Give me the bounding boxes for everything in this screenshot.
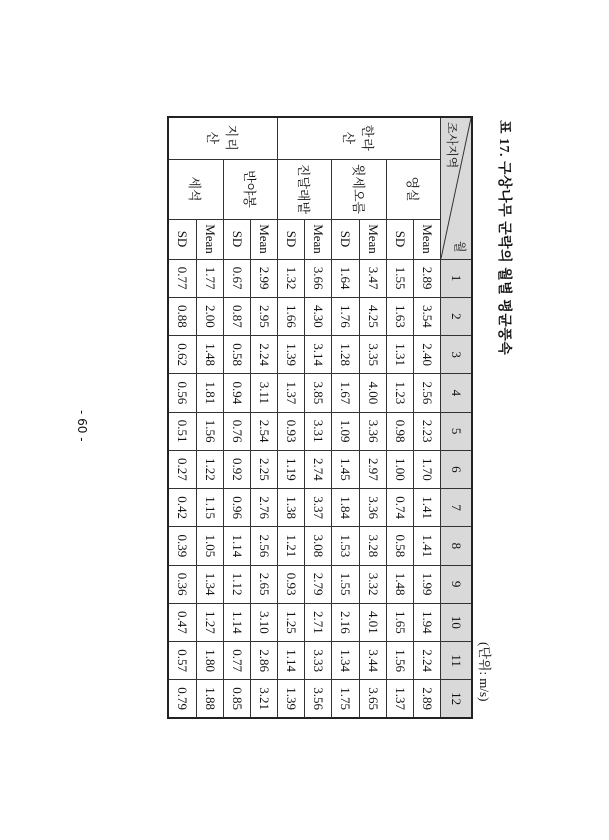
value-cell: 3.08 <box>305 527 332 565</box>
page-number: - 60 - <box>75 410 89 442</box>
month-header: 5 <box>441 412 473 450</box>
value-cell: 1.23 <box>386 374 413 412</box>
value-cell: 1.70 <box>413 450 440 488</box>
site-cell: 진달래밭 <box>278 159 332 219</box>
value-cell: 3.36 <box>359 412 386 450</box>
value-cell: 1.14 <box>223 527 250 565</box>
value-cell: 1.56 <box>196 412 223 450</box>
value-cell: 3.36 <box>359 489 386 527</box>
value-cell: 0.56 <box>168 374 196 412</box>
value-cell: 3.35 <box>359 336 386 374</box>
value-cell: 2.99 <box>250 259 277 297</box>
value-cell: 1.34 <box>332 642 359 680</box>
value-cell: 1.39 <box>278 680 305 718</box>
value-cell: 1.34 <box>196 565 223 603</box>
table-row <box>413 117 440 718</box>
value-cell: 2.95 <box>250 297 277 335</box>
value-cell: 1.05 <box>196 527 223 565</box>
value-cell: 3.37 <box>305 489 332 527</box>
value-cell: 0.36 <box>168 565 196 603</box>
value-cell: 2.71 <box>305 603 332 641</box>
value-cell: 2.89 <box>413 259 440 297</box>
value-cell: 3.33 <box>305 642 332 680</box>
stat-cell: SD <box>332 219 359 259</box>
value-cell: 1.75 <box>332 680 359 718</box>
table-row <box>196 117 223 718</box>
value-cell: 3.47 <box>359 259 386 297</box>
value-cell: 3.56 <box>305 680 332 718</box>
value-cell: 1.14 <box>278 642 305 680</box>
region-cell: 지리산 <box>168 117 278 159</box>
value-cell: 1.32 <box>278 259 305 297</box>
table-caption: 표 17. 구상나무 군락의 월별 평균풍속 <box>496 120 511 356</box>
month-header: 4 <box>441 374 473 412</box>
value-cell: 1.21 <box>278 527 305 565</box>
value-cell: 3.66 <box>305 259 332 297</box>
value-cell: 1.88 <box>196 680 223 718</box>
value-cell: 2.74 <box>305 450 332 488</box>
stat-cell: SD <box>386 219 413 259</box>
month-header: 7 <box>441 489 473 527</box>
site-cell: 세석 <box>168 159 223 219</box>
corner-month-label: 월 <box>453 240 467 253</box>
value-cell: 1.45 <box>332 450 359 488</box>
site-cell: 윗세오름 <box>332 159 386 219</box>
value-cell: 1.41 <box>413 489 440 527</box>
value-cell: 2.89 <box>413 680 440 718</box>
value-cell: 1.09 <box>332 412 359 450</box>
value-cell: 3.54 <box>413 297 440 335</box>
value-cell: 1.76 <box>332 297 359 335</box>
value-cell: 0.39 <box>168 527 196 565</box>
value-cell: 0.92 <box>223 450 250 488</box>
stat-cell: Mean <box>250 219 277 259</box>
value-cell: 2.65 <box>250 565 277 603</box>
value-cell: 1.41 <box>413 527 440 565</box>
value-cell: 0.87 <box>223 297 250 335</box>
value-cell: 0.94 <box>223 374 250 412</box>
month-header: 12 <box>441 680 473 718</box>
value-cell: 4.00 <box>359 374 386 412</box>
value-cell: 3.85 <box>305 374 332 412</box>
value-cell: 0.79 <box>168 680 196 718</box>
value-cell: 2.56 <box>250 527 277 565</box>
stat-cell: Mean <box>305 219 332 259</box>
value-cell: 2.97 <box>359 450 386 488</box>
value-cell: 3.21 <box>250 680 277 718</box>
table-body <box>168 117 441 718</box>
wind-speed-table <box>167 116 473 719</box>
value-cell: 2.40 <box>413 336 440 374</box>
header-row <box>441 117 473 718</box>
value-cell: 0.93 <box>278 412 305 450</box>
value-cell: 3.11 <box>250 374 277 412</box>
month-header: 10 <box>441 603 473 641</box>
value-cell: 1.27 <box>196 603 223 641</box>
value-cell: 1.81 <box>196 374 223 412</box>
value-cell: 1.55 <box>386 259 413 297</box>
month-header: 3 <box>441 336 473 374</box>
value-cell: 0.96 <box>223 489 250 527</box>
value-cell: 2.79 <box>305 565 332 603</box>
site-cell: 영실 <box>386 159 440 219</box>
value-cell: 0.58 <box>223 336 250 374</box>
value-cell: 1.48 <box>196 336 223 374</box>
value-cell: 0.51 <box>168 412 196 450</box>
table-row <box>359 117 386 718</box>
value-cell: 0.62 <box>168 336 196 374</box>
value-cell: 1.19 <box>278 450 305 488</box>
value-cell: 1.15 <box>196 489 223 527</box>
value-cell: 2.25 <box>250 450 277 488</box>
value-cell: 1.22 <box>196 450 223 488</box>
value-cell: 3.32 <box>359 565 386 603</box>
value-cell: 2.24 <box>250 336 277 374</box>
stat-cell: Mean <box>359 219 386 259</box>
value-cell: 1.84 <box>332 489 359 527</box>
value-cell: 2.56 <box>413 374 440 412</box>
value-cell: 1.56 <box>386 642 413 680</box>
value-cell: 0.67 <box>223 259 250 297</box>
value-cell: 0.77 <box>168 259 196 297</box>
stat-cell: Mean <box>196 219 223 259</box>
value-cell: 1.67 <box>332 374 359 412</box>
value-cell: 1.48 <box>386 565 413 603</box>
value-cell: 1.14 <box>223 603 250 641</box>
stat-cell: SD <box>168 219 196 259</box>
value-cell: 1.55 <box>332 565 359 603</box>
value-cell: 1.25 <box>278 603 305 641</box>
value-cell: 4.25 <box>359 297 386 335</box>
table-row <box>305 117 332 718</box>
value-cell: 1.77 <box>196 259 223 297</box>
month-header: 2 <box>441 297 473 335</box>
value-cell: 1.37 <box>386 680 413 718</box>
value-cell: 4.30 <box>305 297 332 335</box>
value-cell: 1.80 <box>196 642 223 680</box>
value-cell: 2.00 <box>196 297 223 335</box>
corner-header <box>441 117 473 259</box>
value-cell: 2.76 <box>250 489 277 527</box>
value-cell: 3.28 <box>359 527 386 565</box>
value-cell: 3.44 <box>359 642 386 680</box>
stat-cell: Mean <box>413 219 440 259</box>
value-cell: 1.31 <box>386 336 413 374</box>
value-cell: 1.38 <box>278 489 305 527</box>
value-cell: 0.58 <box>386 527 413 565</box>
value-cell: 0.77 <box>223 642 250 680</box>
value-cell: 2.86 <box>250 642 277 680</box>
value-cell: 3.14 <box>305 336 332 374</box>
month-header: 1 <box>441 259 473 297</box>
value-cell: 0.98 <box>386 412 413 450</box>
value-cell: 0.27 <box>168 450 196 488</box>
month-header: 8 <box>441 527 473 565</box>
value-cell: 1.65 <box>386 603 413 641</box>
value-cell: 4.01 <box>359 603 386 641</box>
value-cell: 0.47 <box>168 603 196 641</box>
month-header: 6 <box>441 450 473 488</box>
value-cell: 1.28 <box>332 336 359 374</box>
value-cell: 1.00 <box>386 450 413 488</box>
value-cell: 1.39 <box>278 336 305 374</box>
stat-cell: SD <box>278 219 305 259</box>
value-cell: 1.64 <box>332 259 359 297</box>
value-cell: 0.85 <box>223 680 250 718</box>
value-cell: 0.88 <box>168 297 196 335</box>
value-cell: 1.53 <box>332 527 359 565</box>
region-cell: 한라산 <box>278 117 441 159</box>
value-cell: 3.65 <box>359 680 386 718</box>
value-cell: 0.76 <box>223 412 250 450</box>
month-header: 9 <box>441 565 473 603</box>
value-cell: 2.23 <box>413 412 440 450</box>
value-cell: 1.37 <box>278 374 305 412</box>
unit-label: (단위: m/s) <box>477 642 492 702</box>
value-cell: 2.24 <box>413 642 440 680</box>
month-header: 11 <box>441 642 473 680</box>
site-cell: 반야봉 <box>223 159 277 219</box>
value-cell: 0.42 <box>168 489 196 527</box>
value-cell: 1.12 <box>223 565 250 603</box>
value-cell: 3.31 <box>305 412 332 450</box>
value-cell: 0.57 <box>168 642 196 680</box>
value-cell: 1.99 <box>413 565 440 603</box>
stat-cell: SD <box>223 219 250 259</box>
value-cell: 3.10 <box>250 603 277 641</box>
value-cell: 2.54 <box>250 412 277 450</box>
value-cell: 2.16 <box>332 603 359 641</box>
table-row <box>250 117 277 718</box>
value-cell: 1.66 <box>278 297 305 335</box>
value-cell: 1.63 <box>386 297 413 335</box>
value-cell: 1.94 <box>413 603 440 641</box>
value-cell: 0.93 <box>278 565 305 603</box>
value-cell: 0.74 <box>386 489 413 527</box>
corner-region-label: 조사지역 <box>445 122 459 169</box>
